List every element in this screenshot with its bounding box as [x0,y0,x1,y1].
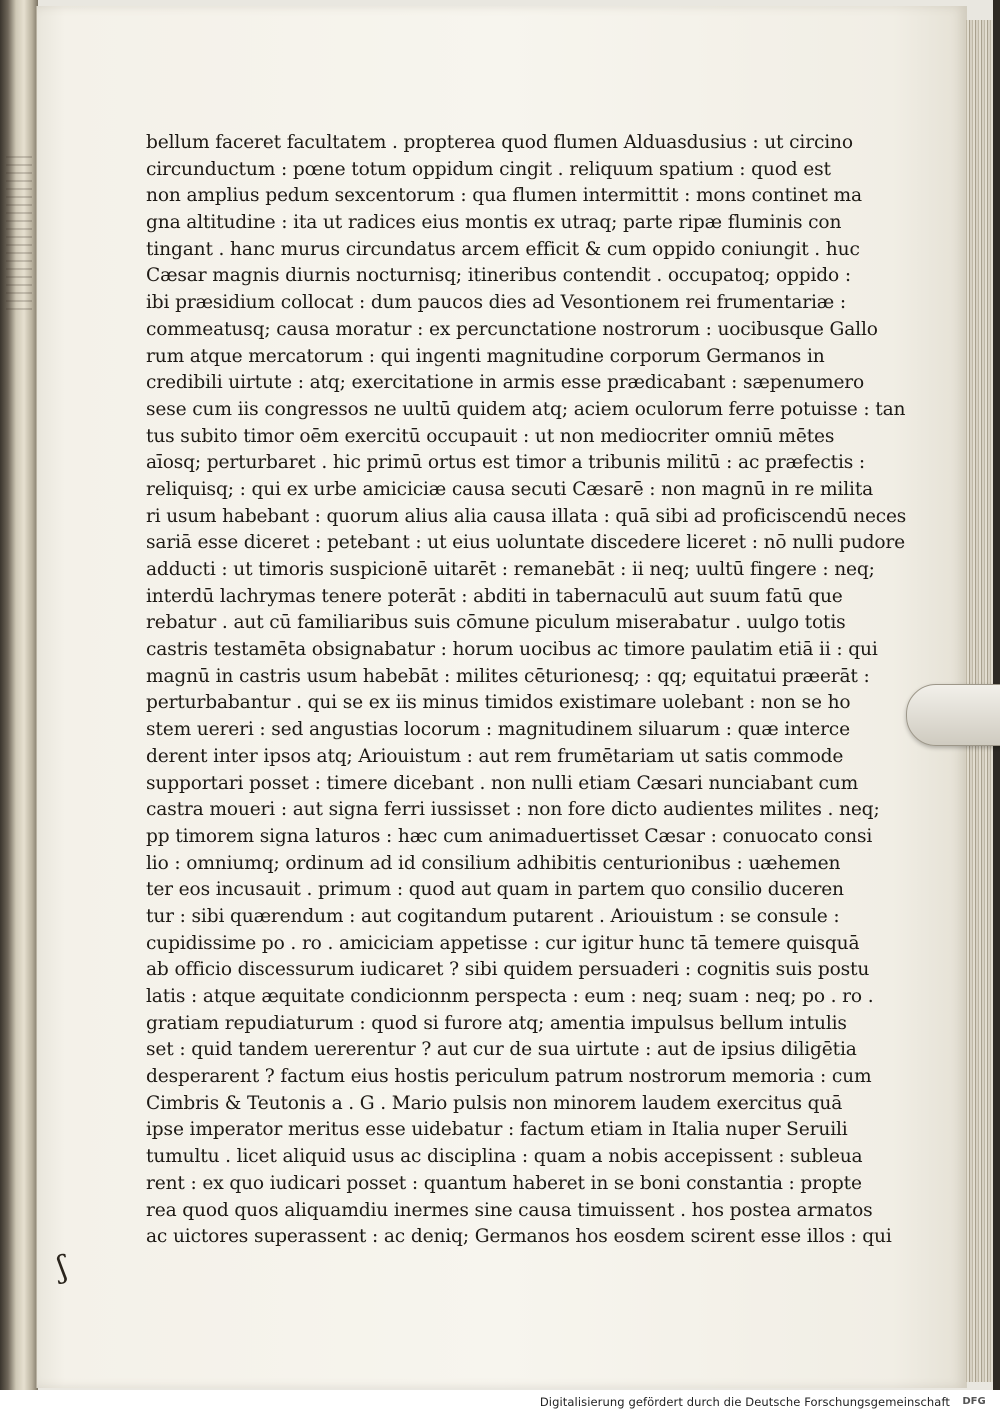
footer-credit: Digitalisierung gefördert durch die Deutsche Forschungsgemeinschaft [539,1395,950,1409]
text-line: sariā esse diceret : petebant : ut eius uoluntate discedere liceret : nō nulli pudore [146,532,906,554]
footer-bar [0,1390,1000,1414]
text-line: adducti : ut timoris suspicionē uitarēt : remanebāt : ii neq; uultū fingere : neq; [146,559,875,580]
text-line: commeatusq; causa moratur : ex percunctatione nostrorum : uocibusque Gallo [146,318,878,340]
text-line: rum atque mercatorum : qui ingenti magnitudine corporum Germanos in [146,345,825,367]
text-line: bellum faceret facultatem . propterea quod flumen Alduasdusius : ut circino [146,132,853,153]
text-line: ibi præsidium collocat : dum paucos dies ad Vesontionem rei frumentariæ : [146,292,846,314]
text-line: lio : omniumq; ordinum ad id consilium adhibitis centurionibus : uæhemen [146,852,841,874]
text-line: rea quod quos aliquamdiu inermes sine causa timuissent . hos postea armatos [146,1199,873,1221]
text-line: ri usum habebant : quorum alius alia causa illata : quā sibi ad proficiscendū neces [146,505,906,527]
text-line: reliquisq; : qui ex urbe amiciciæ causa secuti Cæsarē : non magnū in re milita [146,478,874,500]
text-line: ab officio discessurum iudicaret ? sibi quidem persuaderi : cognitis suis postu [146,959,870,981]
text-line: interdū lachrymas tenere poterāt : abditi in tabernaculū aut suum fatū que [146,585,843,607]
text-line: perturbabantur . qui se ex iis minus timidos existimare uolebant : non se ho [146,692,851,714]
text-line: Cimbris & Teutonis a . G . Mario pulsis non minorem laudem exercitus quā [146,1092,843,1114]
printed-text-block [146,130,906,1251]
facing-page-marks [6,150,32,310]
text-line: supportari posset : timere dicebant . non nulli etiam Cæsari nunciabant cum [146,772,859,794]
text-line: tumultu . licet aliquid usus ac disciplina : quam a nobis accepissent : subleua [146,1146,863,1168]
text-line: latis : atque æquitate condicionnm perspecta : eum : neq; suam : neq; po . ro . [146,986,874,1007]
text-line: ac uictores superassent : ac deniq; Germanos hos eosdem scirent esse illos : qui [146,1226,892,1248]
text-line: circunductum : pœne totum oppidum cingit . reliquum spatium : quod est [146,158,831,180]
text-line: Cæsar magnis diurnis nocturnisq; itineribus contendit . occupatoq; oppido : [146,265,851,287]
text-line: rent : ex quo iudicari posset : quantum haberet in se boni constantia : propte [146,1172,862,1194]
text-line: desperarent ? factum eius hostis periculum patrum nostrorum memoria : cum [146,1066,872,1088]
text-line: cupidissime po . ro . amiciciam appetisse : cur igitur hunc tā temere quisquā [146,932,860,954]
text-line: gna altitudine : ita ut radices eius montis ex utraq; parte ripæ fluminis con [146,212,842,234]
page-tab-marker [906,684,1000,746]
text-line: tingant . hanc murus circundatus arcem efficit & cum oppido coniungit . huc [146,238,860,260]
text-line: magnū in castris usum habebāt : milites cēturionesq; : qq; equitatui præerāt : [146,665,870,687]
dfg-logo: DFG [962,1396,986,1407]
ink-mark: ʃ [54,1249,70,1286]
text-line: derent inter ipsos atq; Ariouistum : aut rem frumētariam ut satis commode [146,745,844,767]
text-line: sese cum iis congressos ne uultū quidem atq; aciem oculorum ferre potuisse : tan [146,398,906,420]
text-line: castris testamēta obsignabatur : horum uocibus ac timore paulatim etiā ii : qui [146,639,878,661]
text-line: tur : sibi quærendum : aut cogitandum putarent . Ariouistum : se consule : [146,905,840,927]
text-line: ter eos incusauit . primum : quod aut quam in partem quo consilio duceren [146,879,844,901]
text-line: set : quid tandem uererentur ? aut cur de sua uirtute : aut de ipsius diligētia [146,1039,857,1061]
text-line: castra moueri : aut signa ferri iussisset : non fore dicto audientes milites . neq; [146,799,880,821]
text-line: non amplius pedum sexcentorum : qua flumen intermittit : mons continet ma [146,185,862,207]
text-line: rebatur . aut cū familiaribus suis cōmune piculum miserabatur . uulgo totis [146,612,846,634]
text-line: ipse imperator meritus esse uidebatur : factum etiam in Italia nuper Seruili [146,1119,848,1141]
text-line: credibili uirtute : atq; exercitatione in armis esse prædicabant : sæpenumero [146,372,865,394]
text-line: tus subito timor oēm exercitū occupauit : ut non mediocriter omniū mētes [146,425,835,447]
text-line: gratiam repudiaturum : quod si furore atq; amentia impulsus bellum intulis [146,1012,847,1034]
text-line: aīosq; perturbaret . hic primū ortus est timor a tribunis militū : ac præfectis : [146,452,866,474]
text-line: pp timorem signa laturos : hæc cum animaduertisset Cæsar : conuocato consi [146,825,873,847]
text-line: stem uereri : sed angustias locorum : magnitudinem siluarum : quæ interce [146,719,850,741]
